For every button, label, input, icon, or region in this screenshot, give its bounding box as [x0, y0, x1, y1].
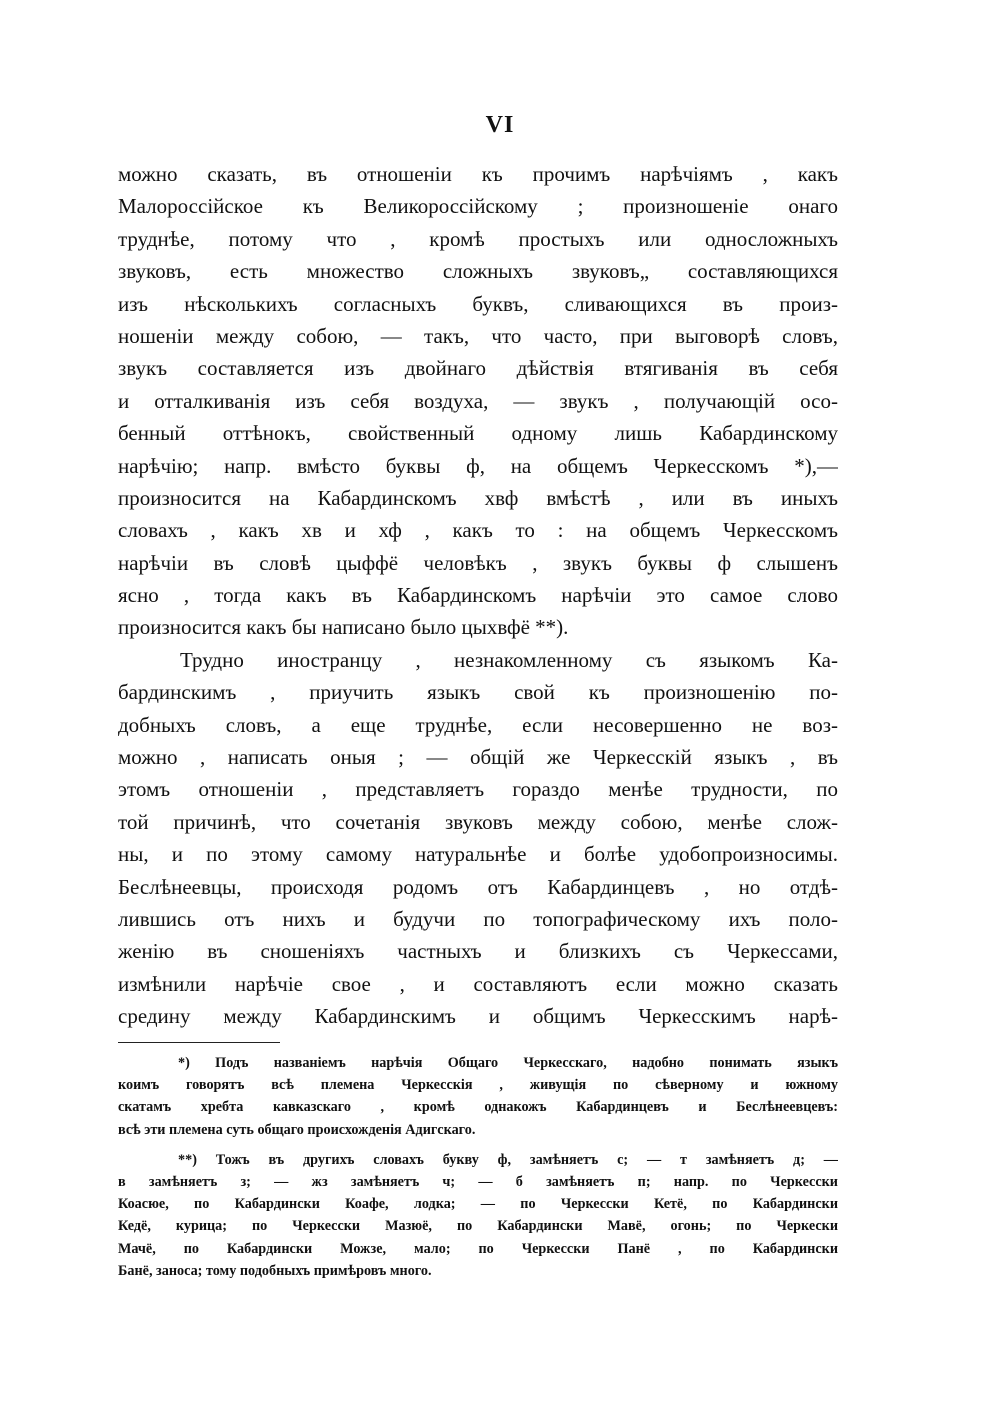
footnote-line: Кедё, курица; по Черкесски Мазюё, по Кабардински Мавё, огонь; по Черкески — [118, 1218, 838, 1235]
footnote-divider — [118, 1042, 280, 1043]
footnote-line: Коасюе, по Кабардински Коафе, лодка; — по Черкесски Кетё, по Кабардински — [118, 1196, 838, 1213]
text-line: добныхъ словъ, а еще труднѣе, если несовершенно не воз- — [118, 712, 838, 737]
main-text — [118, 158, 838, 1033]
footnote-line: в замѣняетъ з; — жз замѣняетъ ч; — б замѣняетъ п; напр. по Черкесски — [118, 1173, 838, 1190]
text-line: звукъ составляется изъ двойнаго дѣйствія втягиванія въ себя — [118, 356, 838, 381]
text-line: женію въ сношеніяхъ частныхъ и близкихъ съ Черкессами, — [118, 939, 838, 964]
paragraph-1 — [118, 158, 838, 644]
footnote-line: коимъ говорятъ всѣ племена Черкесскія , живущія по сѣверному и южному — [118, 1077, 838, 1094]
page-number: VI — [485, 112, 515, 138]
text-line: измѣнили нарѣчіе свое , и составляютъ если можно сказать — [118, 971, 838, 996]
footnote-line: *) Подъ названіемъ нарѣчія Общаго Черкесскаго, надобно понимать языкъ — [178, 1055, 838, 1071]
footnote-line: Мачё, по Кабардински Можзе, мало; по Черкесски Панё , по Кабардински — [118, 1240, 838, 1257]
text-line: средину между Кабардинскимъ и общимъ Черкесскимъ нарѣ- — [118, 1004, 838, 1029]
footnote-line: всѣ эти племена суть общаго происхожденія Адигскаго. — [118, 1121, 476, 1138]
paragraph-2 — [118, 644, 838, 1033]
footnote-2 — [118, 1149, 838, 1282]
text-line: труднѣе, потому что , кромѣ простыхъ или односложныхъ — [118, 226, 838, 251]
text-line: этомъ отношеніи , представляетъ гораздо менѣе трудности, по — [118, 777, 838, 802]
text-line: нарѣчіи въ словѣ цыффё человѣкъ , звукъ буквы ф слышенъ — [118, 550, 838, 575]
text-line: ны, и по этому самому натуральнѣе и болѣе удобопроизносимы. — [118, 842, 838, 867]
text-line: лившись отъ нихъ и будучи по топографическому ихъ поло- — [118, 906, 838, 931]
footnote-line: скатамъ хребта кавказскаго , кромѣ однакожъ Кабардинцевъ и Беслѣнеевцевъ: — [118, 1099, 838, 1116]
text-line: бардинскимъ , приучить языкъ свой къ произношенію по- — [118, 680, 838, 705]
text-line: Трудно иностранцу , незнакомленному съ языкомъ Ка- — [180, 647, 838, 672]
footnote-1 — [118, 1052, 838, 1141]
text-line: произносится на Кабардинскомъ хвф вмѣстѣ , или въ иныхъ — [118, 485, 838, 510]
text-line: бенный оттѣнокъ, свойственный одному лишь Кабардинскому — [118, 421, 838, 446]
text-line: изъ нѣсколькихъ согласныхъ буквъ, сливающихся въ произ- — [118, 291, 838, 316]
text-line: и отталкиванія изъ себя воздуха, — звукъ , получающій осо- — [118, 388, 838, 413]
text-line: можно , написать оныя ; — общій же Черкесскій языкъ , въ — [118, 745, 838, 770]
text-line: ясно , тогда какъ въ Кабардинскомъ нарѣчіи это самое слово — [118, 583, 838, 608]
text-line: можно сказать, въ отношеніи къ прочимъ нарѣчіямъ , какъ — [118, 162, 838, 186]
text-line: нарѣчію; напр. вмѣсто буквы ф, на общемъ Черкесскомъ *),— — [118, 453, 838, 478]
text-line: произносится какъ бы написано было цыхвфё **). — [118, 615, 569, 640]
footnote-line: Банё, заноса; тому подобныхъ примѣровъ много. — [118, 1262, 432, 1279]
text-line: ношеніи между собою, — такъ, что часто, при выговорѣ словъ, — [118, 323, 838, 348]
text-line: Беслѣнеевцы, происходя родомъ отъ Кабардинцевъ , но отдѣ- — [118, 874, 838, 899]
footnote-line: **) Тожъ въ другихъ словахъ букву ф, замѣняетъ с; — т замѣняетъ д; — — [178, 1151, 838, 1168]
text-line: той причинѣ, что сочетанія звуковъ между собою, менѣе слож- — [118, 809, 838, 834]
text-line: звуковъ, есть множество сложныхъ звуковъ„ составляющихся — [118, 259, 838, 284]
text-line: Малороссійское къ Великороссійскому ; произношеніе онаго — [118, 194, 838, 219]
text-line: словахъ , какъ хв и хф , какъ то : на общемъ Черкесскомъ — [118, 518, 838, 543]
footnotes — [118, 1052, 838, 1282]
